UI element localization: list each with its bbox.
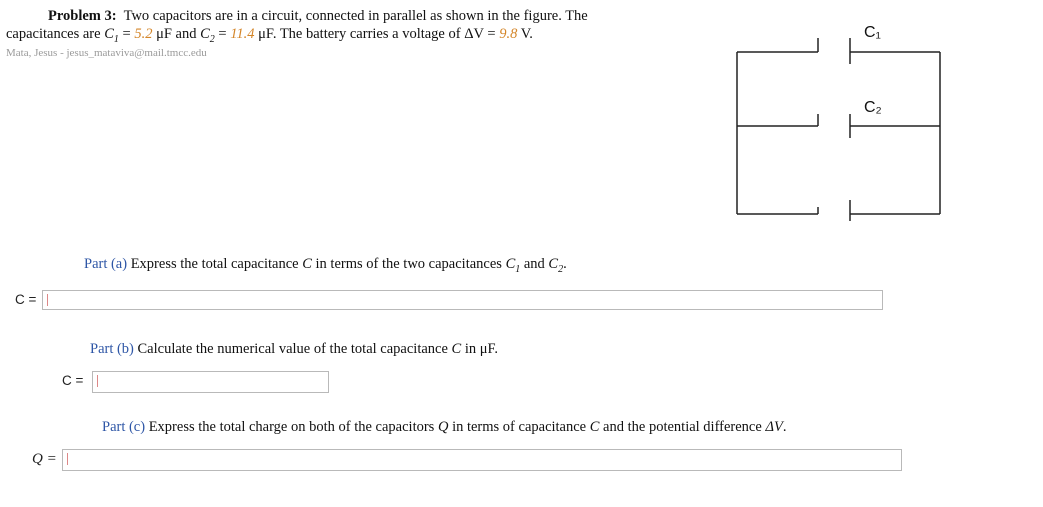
problem-statement	[6, 7, 706, 43]
part-b-answer-input[interactable]	[92, 371, 329, 393]
c2-diagram-label: C₂	[864, 99, 882, 116]
circuit-diagram	[734, 18, 944, 223]
voltage-unit: V.	[520, 26, 533, 42]
author-email: Mata, Jesus - jesus_mataviva@mail.tmcc.edu	[6, 47, 207, 59]
unit-uf: μF	[156, 26, 172, 42]
part-c-prompt	[102, 419, 786, 436]
c2-value: 11.4	[230, 26, 255, 42]
and-text: and	[523, 256, 545, 272]
part-c-text: and the potential difference	[603, 419, 762, 435]
delta-v-symbol: ΔV	[765, 419, 783, 435]
part-a-answer-input[interactable]	[42, 290, 883, 310]
part-b-prompt	[90, 341, 498, 358]
part-c-text: Express the total charge on both of the capacitors	[148, 419, 435, 435]
c-symbol: C	[302, 256, 312, 272]
period: .	[782, 419, 787, 435]
equals-sign: =	[122, 26, 131, 42]
c1-value: 5.2	[134, 26, 153, 42]
c-symbol: C	[451, 341, 462, 357]
part-a-answer-label: C =	[15, 292, 37, 307]
equals-sign: =	[487, 26, 496, 42]
part-c-answer-label: Q =	[32, 451, 57, 467]
delta-v-symbol: ΔV	[464, 26, 484, 42]
problem-intro: Two capacitors are in a circuit, connected in parallel as shown in the figure. The	[123, 8, 588, 24]
c2-subscript: 2	[209, 33, 215, 45]
part-b-text: in μF.	[464, 341, 499, 357]
part-b-label: Part (b)	[90, 341, 134, 357]
c1-diagram-label: C₁	[864, 24, 881, 41]
part-c-label: Part (c)	[102, 419, 146, 435]
problem-label: Problem 3:	[48, 8, 117, 24]
c1-symbol: C	[104, 26, 114, 42]
q-symbol: Q	[437, 419, 449, 435]
equals-sign: =	[218, 26, 227, 42]
c2-subscript: 2	[558, 263, 564, 275]
c1-symbol: C	[505, 256, 516, 272]
unit-uf: μF	[258, 26, 273, 42]
c1-subscript: 1	[515, 263, 521, 275]
period: .	[563, 256, 567, 272]
part-a-text: Express the total capacitance	[130, 256, 299, 272]
part-a-prompt	[84, 256, 567, 273]
problem-line-2	[6, 25, 706, 43]
part-a-text: in terms of the two capacitances	[315, 256, 502, 272]
problem-line-1	[6, 7, 706, 25]
part-b-answer-label: C =	[62, 373, 84, 388]
c2-symbol: C	[200, 26, 210, 42]
problem-text: capacitances are	[6, 26, 101, 42]
c1-subscript: 1	[113, 33, 119, 45]
voltage-value: 9.8	[499, 26, 518, 42]
part-c-answer-input[interactable]	[62, 449, 902, 471]
c2-symbol: C	[548, 256, 559, 272]
part-c-text: in terms of capacitance	[452, 419, 587, 435]
part-b-text: Calculate the numerical value of the total capacitance	[137, 341, 448, 357]
part-a-label: Part (a)	[84, 256, 128, 272]
and-text: and	[175, 26, 197, 42]
c-symbol: C	[589, 419, 600, 435]
battery-text: . The battery carries a voltage of	[272, 26, 461, 42]
